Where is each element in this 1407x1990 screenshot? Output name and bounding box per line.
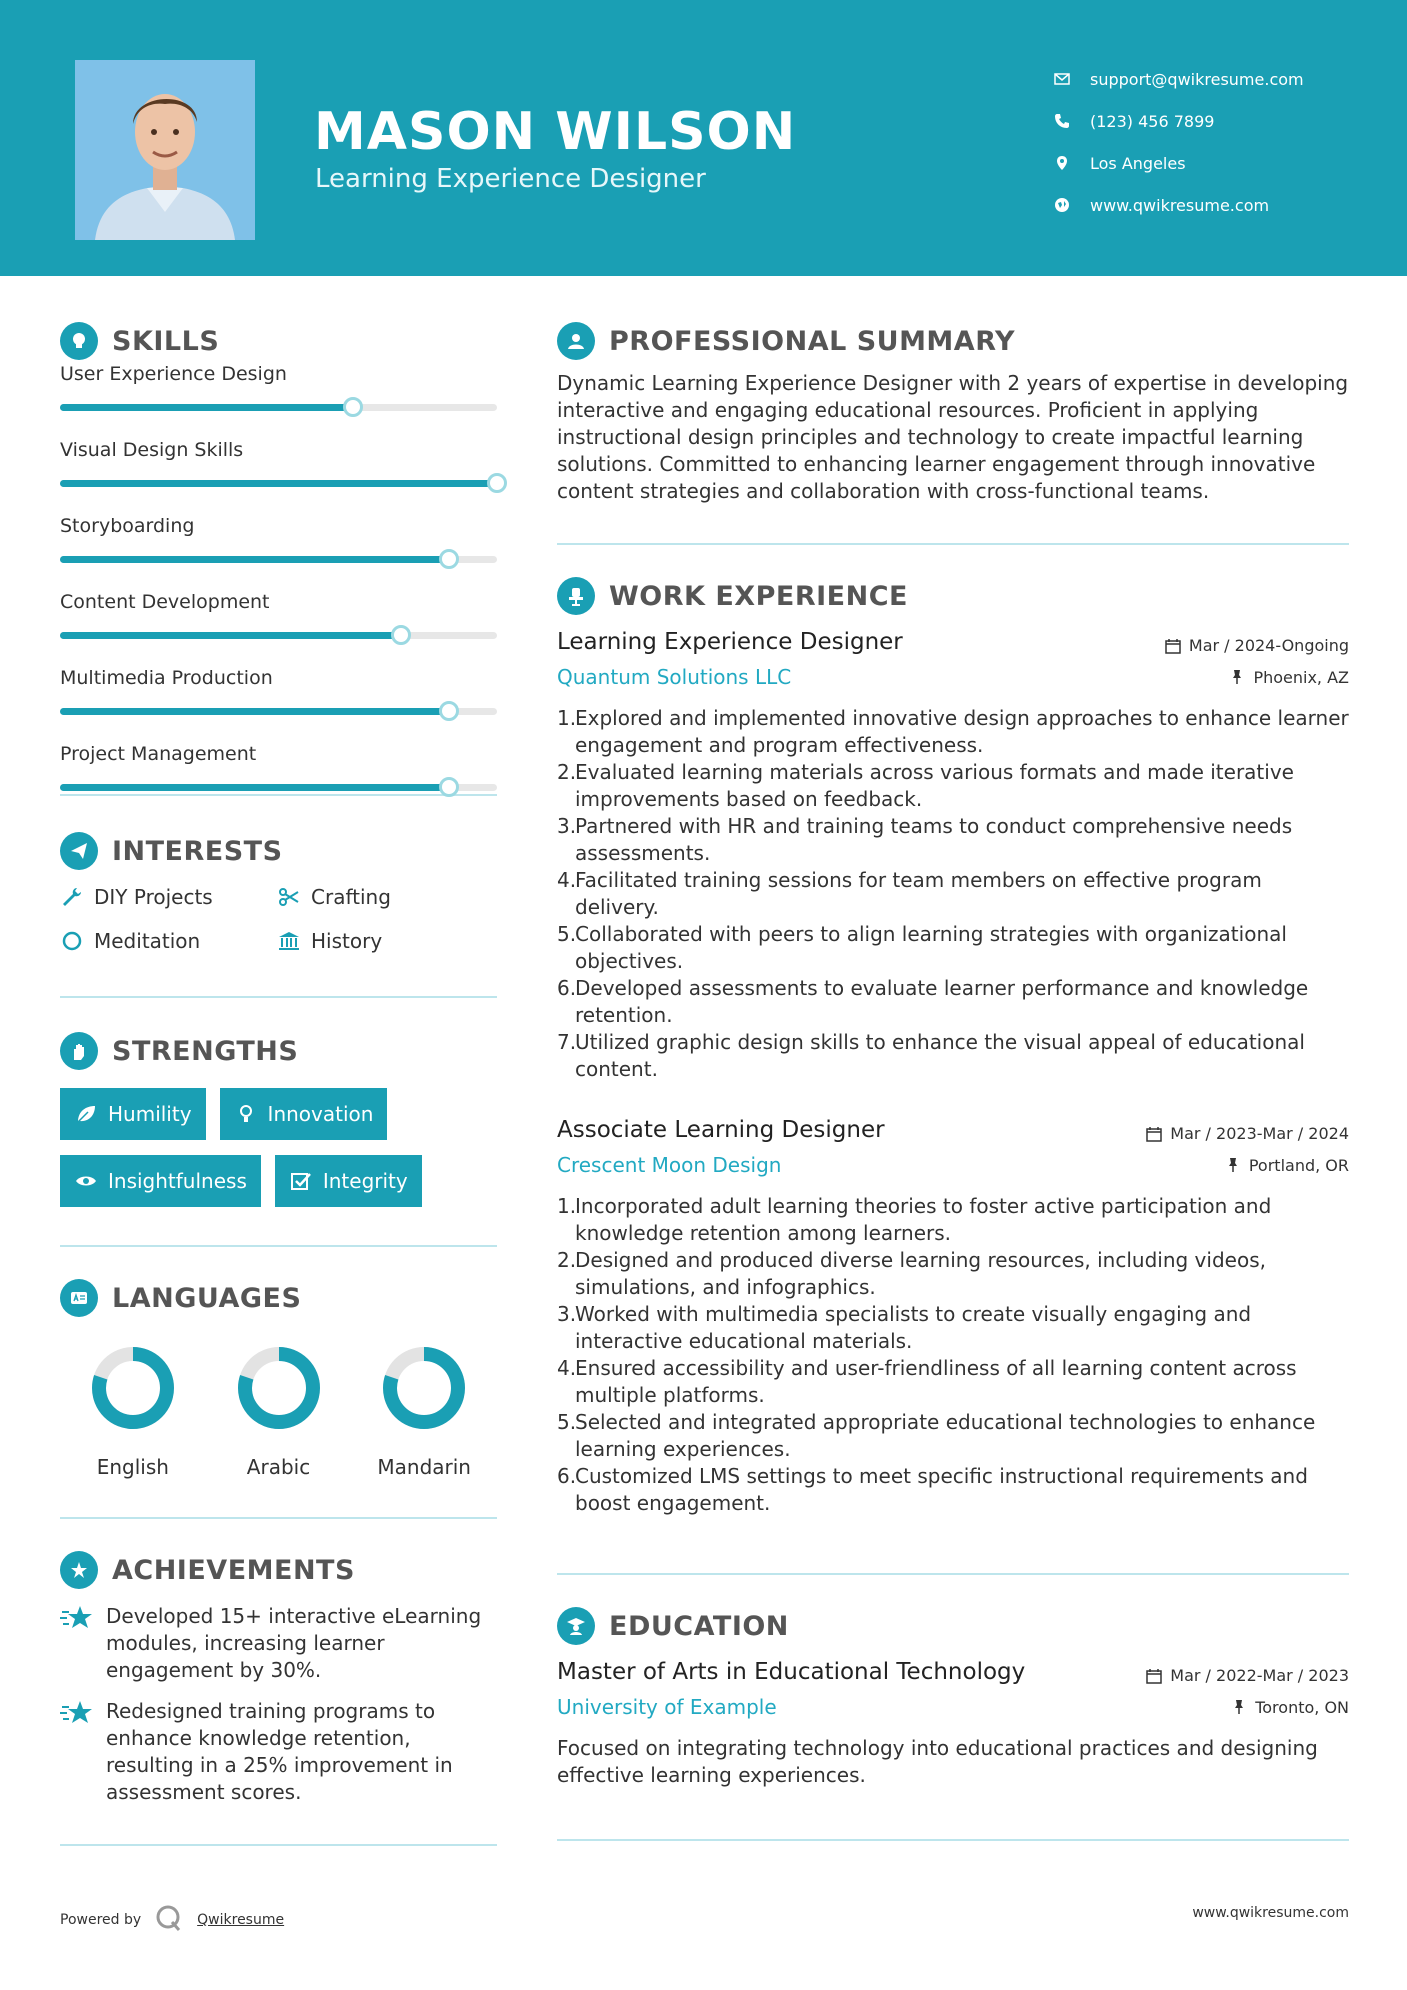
language-item [60, 1343, 206, 1479]
job-bullets [557, 705, 1349, 1083]
language-label: English [96, 1455, 169, 1479]
skill-label: Project Management [60, 743, 257, 765]
job-dates [1165, 636, 1349, 655]
right-column [557, 318, 1349, 1841]
strengths-list [60, 1088, 497, 1207]
institution-icon [277, 929, 301, 953]
language-item [206, 1343, 352, 1479]
job-bullet: 1. Incorporated adult learning theories to foster active participation and knowledge retention among learners. [557, 1193, 1349, 1247]
education-dates [1146, 1666, 1349, 1685]
job-bullet-text: Explored and implemented innovative design approaches to enhance learner engagement and program effectiveness. [575, 706, 1349, 757]
job-bullet-text: Developed assessments to evaluate learner performance and knowledge retention. [575, 976, 1309, 1027]
eye-icon [74, 1169, 98, 1193]
skill-bar-knob [439, 701, 459, 721]
interest-label: Meditation [94, 929, 201, 953]
company-name: Crescent Moon Design [557, 1153, 782, 1177]
lightbulb-icon [60, 322, 98, 360]
education-title: EDUCATION [609, 1610, 789, 1642]
job-bullet-text: Selected and integrated appropriate educational technologies to enhance learning experiences. [575, 1410, 1316, 1461]
languages-heading [60, 1275, 497, 1321]
calendar-icon [1165, 638, 1181, 654]
summary-title: PROFESSIONAL SUMMARY [609, 325, 1016, 357]
skill-label: User Experience Design [60, 363, 287, 385]
leaf-icon [74, 1102, 98, 1126]
qwikresume-logo-icon [155, 1904, 183, 1936]
language-label: Arabic [246, 1455, 311, 1479]
job-bullet: 4. Ensured accessibility and user-friendliness of all learning content across multiple platforms. [557, 1355, 1349, 1409]
job-dates-text: Mar / 2024-Ongoing [1188, 636, 1349, 655]
skill-label: Visual Design Skills [60, 439, 244, 461]
languages-list [60, 1343, 497, 1479]
strength-tag [60, 1088, 206, 1140]
globe-icon [1054, 197, 1090, 213]
job-bullet-text: Collaborated with peers to align learning strategies with organizational objectives. [575, 922, 1287, 973]
job-location-text: Phoenix, AZ [1253, 667, 1349, 687]
section-divider [557, 543, 1349, 545]
skill-bar-fill [60, 708, 449, 715]
strength-label: Integrity [322, 1169, 408, 1193]
skill-bar-track [60, 480, 497, 487]
language-label: Mandarin [377, 1455, 471, 1479]
skill-bar-knob [391, 625, 411, 645]
job-bullet: 1. Explored and implemented innovative design approaches to enhance learner engagement and program effectiveness. [557, 706, 1349, 757]
school-name: University of Example [557, 1695, 777, 1719]
contact-info [1054, 58, 1384, 226]
contact-email-text: support@qwikresume.com [1090, 69, 1304, 89]
achievement-text: Developed 15+ interactive eLearning modules, increasing learner engagement by 30%. [106, 1604, 482, 1682]
calendar-icon [1146, 1126, 1162, 1142]
skill-bar-knob [439, 549, 459, 569]
star-badge-icon [60, 1551, 98, 1589]
skill-bar-track [60, 404, 497, 411]
qwikresume-link[interactable]: Qwikresume [197, 1912, 285, 1928]
interest-label: History [311, 929, 383, 953]
graduate-icon [557, 1607, 595, 1645]
education-description: Focused on integrating technology into educational practices and designing effective learning experiences. [557, 1736, 1318, 1787]
language-icon [60, 1279, 98, 1317]
interest-item [277, 928, 497, 954]
education-location-text: Toronto, ON [1255, 1697, 1349, 1717]
strength-tag [60, 1155, 261, 1207]
language-level-ring [88, 1343, 178, 1433]
achievement-item [60, 1603, 497, 1684]
achievements-title: ACHIEVEMENTS [112, 1554, 355, 1586]
achievement-text: Redesigned training programs to enhance knowledge retention, resulting in a 25% improvement in assessment scores. [106, 1699, 453, 1804]
star-icon [60, 1603, 94, 1633]
skill-item [60, 358, 497, 434]
contact-website-text: www.qwikresume.com [1090, 195, 1270, 215]
skill-label: Content Development [60, 591, 270, 613]
wrench-icon [60, 885, 84, 909]
section-divider [60, 996, 497, 998]
job-bullets [557, 1193, 1349, 1517]
job-bullet: 6. Developed assessments to evaluate learner performance and knowledge retention. [557, 975, 1349, 1029]
candidate-role: Learning Experience Designer [315, 164, 706, 194]
scissors-icon [277, 885, 301, 909]
summary-text: Dynamic Learning Experience Designer with 2 years of expertise in developing interactive and engaging educational resources. Proficient in applying instructional design principles and technology to create impactful learning solutions. Committed to enhancing learner engagement through innovative content strategies and collaboration with cross-functional teams. [557, 371, 1349, 503]
achievement-item [60, 1698, 497, 1806]
job-entry [557, 1117, 1349, 1517]
contact-email[interactable] [1054, 58, 1384, 100]
interest-item [60, 928, 277, 954]
interest-label: Crafting [311, 885, 391, 909]
company-name: Quantum Solutions LLC [557, 665, 792, 689]
skill-label: Multimedia Production [60, 667, 273, 689]
contact-website[interactable] [1054, 184, 1384, 226]
interests-title: INTERESTS [112, 835, 283, 867]
profile-photo [75, 60, 255, 240]
interest-item [277, 884, 497, 910]
pin-icon [1229, 669, 1245, 685]
skills-list [60, 358, 497, 814]
job-dates [1146, 1124, 1349, 1143]
contact-phone-text: (123) 456 7899 [1090, 111, 1215, 131]
job-bullet: 7. Utilized graphic design skills to enhance the visual appeal of educational content. [557, 1029, 1349, 1083]
skill-bar-knob [439, 777, 459, 797]
resume-header [0, 0, 1407, 276]
paper-plane-icon [60, 832, 98, 870]
job-title: Learning Experience Designer [557, 629, 903, 655]
skills-title: SKILLS [112, 325, 220, 357]
check-square-icon [289, 1169, 313, 1193]
language-level-ring [234, 1343, 324, 1433]
skill-item [60, 586, 497, 662]
summary-heading [557, 318, 1349, 364]
section-divider [60, 1844, 497, 1846]
user-icon [557, 322, 595, 360]
job-bullet: 4. Facilitated training sessions for team members on effective program delivery. [557, 867, 1349, 921]
education-location [1231, 1698, 1349, 1717]
languages-title: LANGUAGES [112, 1282, 302, 1314]
job-location-text: Portland, OR [1248, 1155, 1349, 1175]
powered-by-label: Powered by [60, 1912, 142, 1928]
job-bullet-text: Utilized graphic design skills to enhance the visual appeal of educational content. [575, 1030, 1305, 1081]
pin-icon [1231, 1699, 1247, 1715]
strength-label: Innovation [267, 1102, 374, 1126]
skill-bar-fill [60, 784, 449, 791]
skill-bar-track [60, 556, 497, 563]
interest-item [60, 884, 277, 910]
degree-title: Master of Arts in Educational Technology [557, 1659, 1026, 1685]
skill-item [60, 662, 497, 738]
contact-location [1054, 142, 1384, 184]
experience-heading [557, 573, 1349, 619]
job-bullet-text: Customized LMS settings to meet specific instructional requirements and boost engagement. [575, 1464, 1308, 1515]
contact-location-text: Los Angeles [1090, 153, 1186, 173]
star-icon [60, 1698, 94, 1728]
section-divider [60, 1517, 497, 1519]
skill-item [60, 434, 497, 510]
skill-bar-fill [60, 480, 497, 487]
job-dates-text: Mar / 2023-Mar / 2024 [1170, 1124, 1349, 1143]
strength-label: Humility [108, 1102, 192, 1126]
job-title: Associate Learning Designer [557, 1117, 885, 1143]
lightbulb-icon [234, 1102, 258, 1126]
hand-icon [60, 1032, 98, 1070]
job-bullet: 2. Designed and produced diverse learning resources, including videos, simulations, and infographics. [557, 1247, 1349, 1301]
interests-list [60, 884, 497, 954]
job-bullet-text: Worked with multimedia specialists to create visually engaging and interactive educational materials. [575, 1302, 1252, 1353]
circle-icon [60, 929, 84, 953]
education-heading [557, 1603, 1349, 1649]
footer-powered-by [60, 1904, 284, 1936]
job-bullet-text: Incorporated adult learning theories to foster active participation and knowledge retention among learners. [575, 1194, 1272, 1245]
skill-bar-track [60, 632, 497, 639]
job-bullet: 6. Customized LMS settings to meet specific instructional requirements and boost engagement. [557, 1463, 1349, 1517]
skill-label: Storyboarding [60, 515, 195, 537]
language-item [351, 1343, 497, 1479]
job-bullet: 2. Evaluated learning materials across various formats and made iterative improvements based on feedback. [557, 759, 1349, 813]
skill-bar-fill [60, 404, 353, 411]
jobs-list [557, 629, 1349, 1517]
strength-label: Insightfulness [108, 1169, 247, 1193]
strengths-title: STRENGTHS [112, 1035, 299, 1067]
skill-item [60, 738, 497, 814]
achievements-heading [60, 1547, 497, 1593]
calendar-icon [1146, 1668, 1162, 1684]
job-bullet-text: Ensured accessibility and user-friendliness of all learning content across multiple platforms. [575, 1356, 1297, 1407]
strength-tag [220, 1088, 388, 1140]
contact-phone[interactable] [1054, 100, 1384, 142]
office-chair-icon [557, 577, 595, 615]
skill-bar-fill [60, 556, 449, 563]
phone-icon [1054, 113, 1090, 129]
language-level-ring [379, 1343, 469, 1433]
job-location [1225, 1156, 1349, 1175]
education-entry [557, 1659, 1349, 1789]
job-bullet-text: Facilitated training sessions for team members on effective program delivery. [575, 868, 1262, 919]
job-bullet-text: Designed and produced diverse learning resources, including videos, simulations, and infographics. [575, 1248, 1266, 1299]
footer-website[interactable]: www.qwikresume.com [1192, 1905, 1349, 1921]
job-bullet-text: Evaluated learning materials across various formats and made iterative improvements based on feedback. [575, 760, 1294, 811]
job-bullet-text: Partnered with HR and training teams to conduct comprehensive needs assessments. [575, 814, 1293, 865]
strength-tag [275, 1155, 422, 1207]
job-bullet: 5. Selected and integrated appropriate educational technologies to enhance learning experiences. [557, 1409, 1349, 1463]
skill-bar-track [60, 784, 497, 791]
section-divider [60, 1245, 497, 1247]
job-entry [557, 629, 1349, 1083]
pin-icon [1225, 1157, 1241, 1173]
left-column [60, 318, 497, 1846]
experience-title: WORK EXPERIENCE [609, 580, 908, 612]
interests-heading [60, 828, 497, 874]
section-divider [557, 1573, 1349, 1575]
job-location [1229, 668, 1349, 687]
candidate-name: MASON WILSON [314, 102, 797, 162]
envelope-icon [1054, 71, 1090, 87]
skill-bar-knob [343, 397, 363, 417]
education-dates-text: Mar / 2022-Mar / 2023 [1170, 1666, 1349, 1685]
job-bullet: 5. Collaborated with peers to align learning strategies with organizational objectives. [557, 921, 1349, 975]
map-marker-icon [1054, 155, 1090, 171]
skill-bar-fill [60, 632, 401, 639]
job-bullet: 3. Worked with multimedia specialists to create visually engaging and interactive educational materials. [557, 1301, 1349, 1355]
skill-item [60, 510, 497, 586]
section-divider [557, 1839, 1349, 1841]
job-bullet: 3. Partnered with HR and training teams to conduct comprehensive needs assessments. [557, 813, 1349, 867]
skill-bar-track [60, 708, 497, 715]
skill-bar-knob [487, 473, 507, 493]
interest-label: DIY Projects [94, 885, 213, 909]
strengths-heading [60, 1028, 497, 1074]
